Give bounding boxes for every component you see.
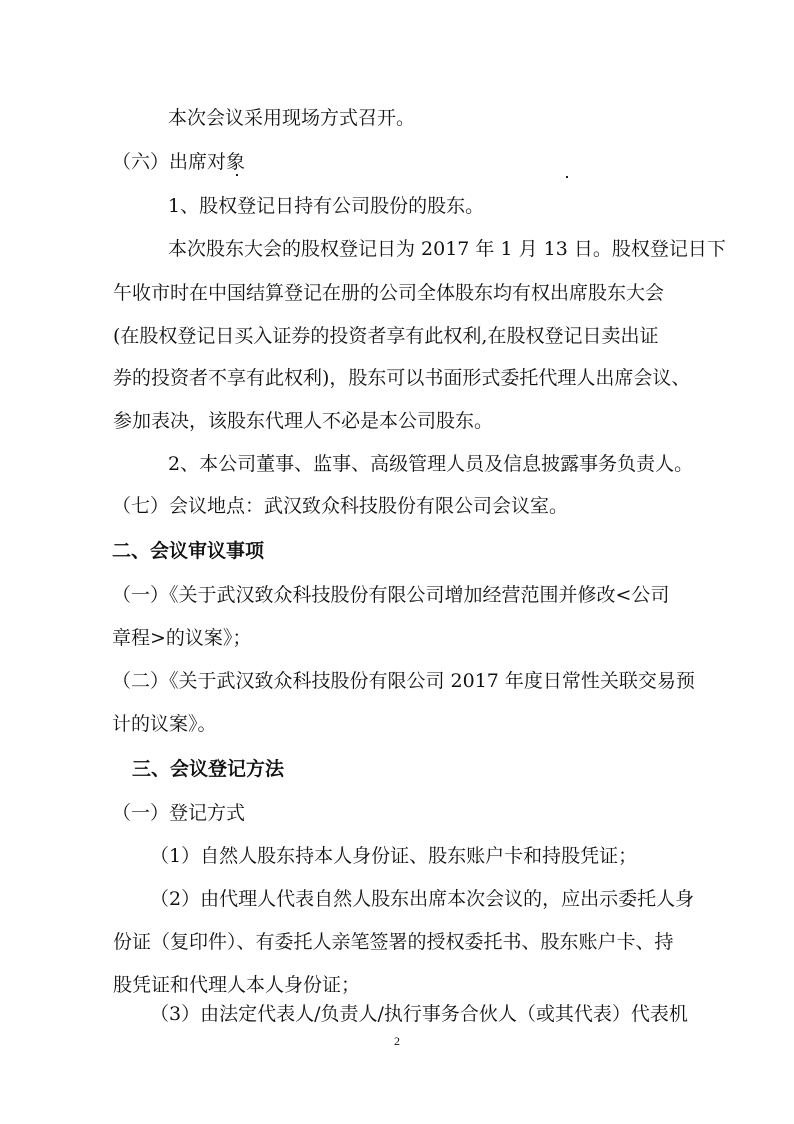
paragraph-meeting-method: 本次会议采用现场方式召开。: [168, 107, 416, 129]
scan-speck: [236, 174, 238, 176]
section-two-heading: 二、会议审议事项: [112, 540, 265, 562]
motion-two-line-2: 计的议案》。: [112, 713, 217, 735]
registration-method-heading: （一）登记方式: [112, 802, 246, 824]
section-attendees-heading: （六）出席对象: [112, 151, 246, 173]
item-shareholders: 1、股权登记日持有公司股份的股东。: [168, 195, 485, 217]
registration-item-2-line-2: 份证（复印件）、有委托人亲笔签署的授权委托书、股东账户卡、持: [113, 931, 674, 953]
paragraph-record-date-line-4: 券的投资者不享有此权利)，股东可以书面形式委托代理人出席会议、: [113, 367, 691, 389]
registration-item-2-line-1: （2）由代理人代表自然人股东出席本次会议的，应出示委托人身: [150, 888, 695, 910]
registration-item-1: （1）自然人股东持本人身份证、股东账户卡和持股凭证；: [150, 845, 638, 867]
section-three-heading: 三、会议登记方法: [132, 758, 285, 780]
item-directors: 2、本公司董事、监事、高级管理人员及信息披露事务负责人。: [168, 453, 694, 475]
motion-one-line-2: 章程>的议案》；: [112, 627, 252, 649]
scan-speck: [566, 176, 568, 178]
registration-item-3-line-1: （3）由法定代表人/负责人/执行事务合伙人（或其代表）代表机: [150, 1003, 688, 1025]
paragraph-record-date-line-2: 午收市时在中国结算登记在册的公司全体股东均有权出席股东大会: [113, 282, 665, 304]
motion-two-line-1: （二）《关于武汉致众科技股份有限公司 2017 年度日常性关联交易预: [112, 670, 695, 692]
paragraph-record-date-line-1: 本次股东大会的股权登记日为 2017 年 1 月 13 日。股权登记日下: [168, 238, 726, 260]
motion-one-line-1: （一）《关于武汉致众科技股份有限公司增加经营范围并修改<公司: [112, 584, 670, 606]
paragraph-record-date-line-3: (在股权登记日买入证券的投资者享有此权利,在股权登记日卖出证: [113, 325, 659, 347]
paragraph-record-date-line-5: 参加表决，该股东代理人不必是本公司股东。: [113, 410, 494, 432]
registration-item-2-line-3: 股凭证和代理人本人身份证；: [113, 974, 361, 996]
meeting-location: （七）会议地点：武汉致众科技股份有限公司会议室。: [112, 495, 569, 517]
page-number: 2: [394, 1034, 400, 1048]
